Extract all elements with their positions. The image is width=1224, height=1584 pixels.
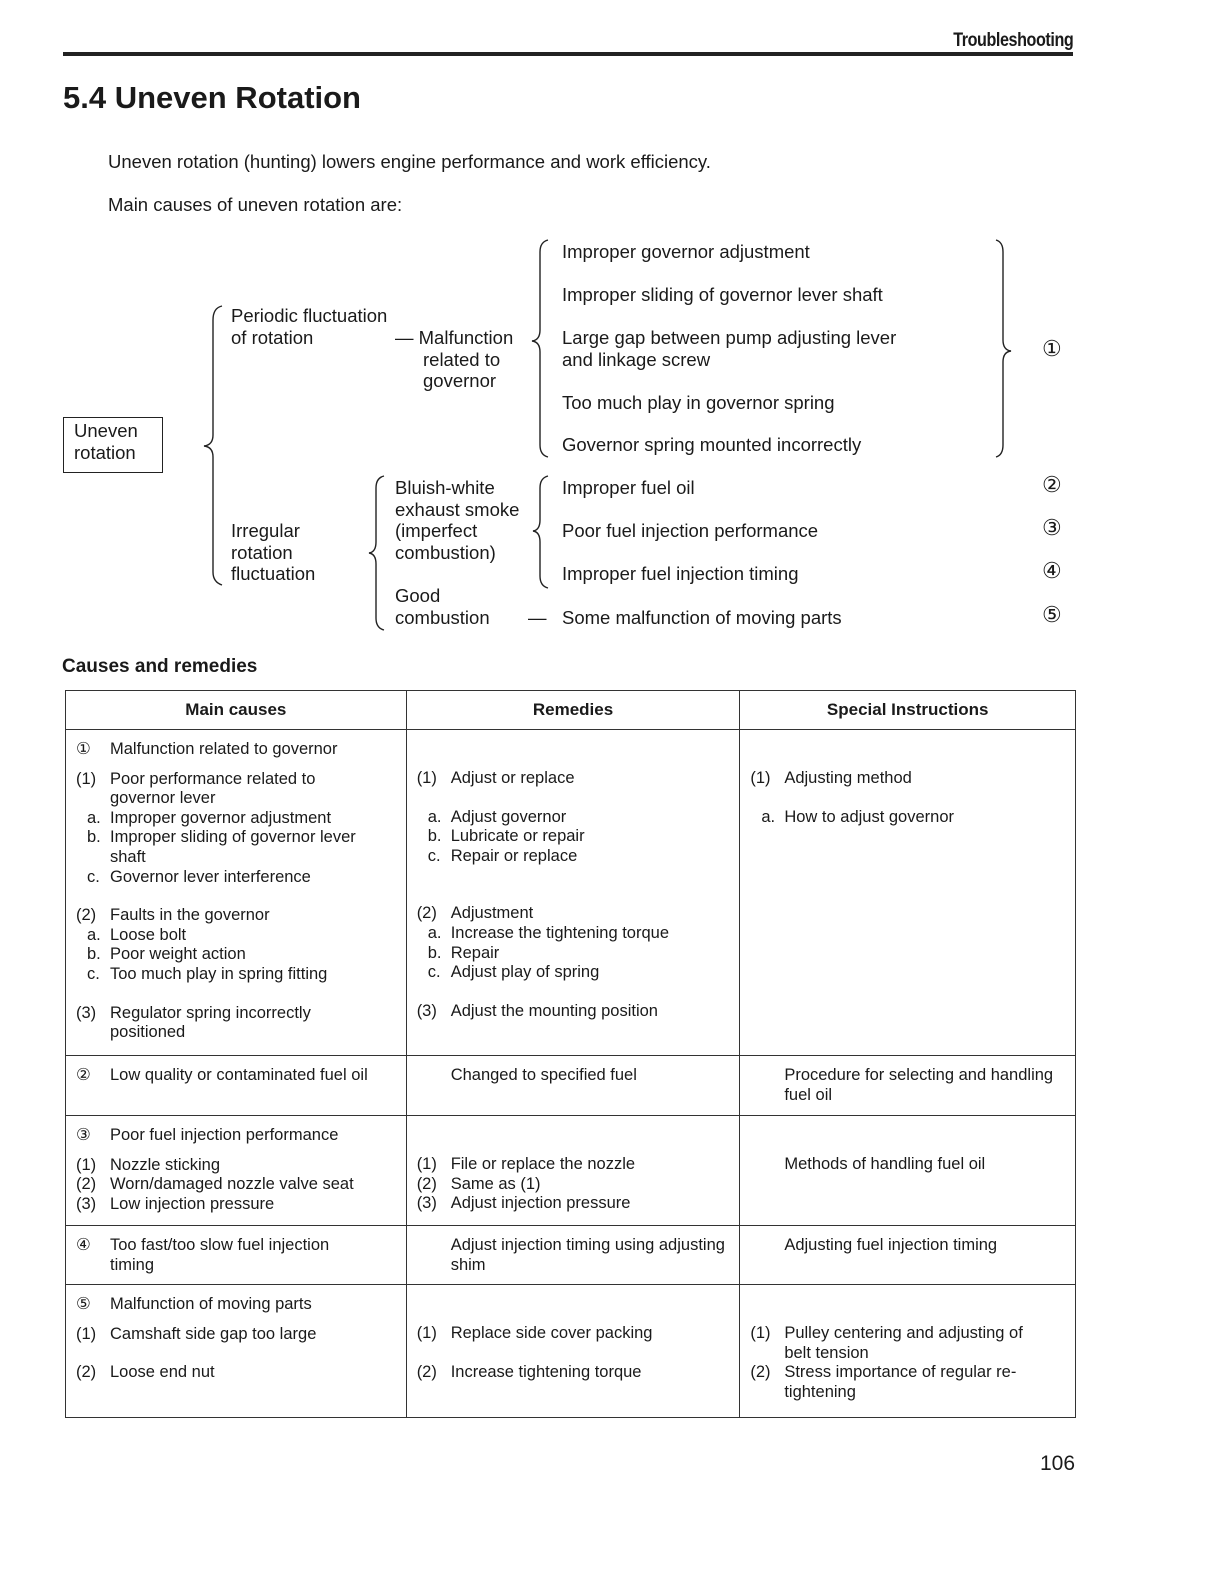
table-cell [740,1116,1076,1226]
item-text: Malfunction of moving parts [110,1295,312,1313]
cell-line [76,1126,398,1146]
item-text: belt tension [784,1343,869,1362]
marker-5: ⑤ [1042,602,1062,627]
item-text: File or replace the nozzle [450,1155,636,1173]
item-text: tightening [784,1382,856,1401]
marker-3: ③ [1042,515,1062,540]
cell-line [417,944,732,964]
column-header: Special Instructions [740,691,1076,730]
item-text: Lubricate or repair [450,827,585,846]
item-number [76,1023,110,1043]
table-row [66,1056,1076,1116]
item-text: Adjust or replace [450,769,575,787]
item-number [750,1344,784,1364]
spacer [417,1126,732,1145]
cell-line [76,1066,398,1086]
cell-line [750,1155,1067,1175]
cell-line [750,1344,1067,1364]
cell-line [750,1086,1067,1106]
spacer [750,740,1067,759]
item-number: (1) [76,769,97,788]
table-cell [740,1056,1076,1116]
item-number [76,1256,110,1276]
item-text: governor lever [110,789,216,808]
item-text: Changed to specified fuel [450,1066,637,1084]
item-text: Procedure for selecting and handling [784,1066,1054,1084]
item-text: Pulley centering and adjusting of [784,1324,1023,1342]
item-text: Poor fuel injection performance [110,1126,339,1144]
item-number [750,1236,784,1256]
table-cell [66,1285,407,1418]
item-number: (1) [416,1324,437,1342]
item-text: Nozzle sticking [110,1155,221,1174]
item-number: c. [427,963,441,982]
cell-line [750,1324,1067,1344]
cell-line [76,1256,398,1276]
item-text: Poor performance related to [110,769,316,788]
table-row [66,730,1076,1056]
item-text: shaft [110,847,146,866]
cell-line [417,808,732,828]
item-number: (3) [416,1001,437,1020]
item-number: b. [87,828,101,847]
item-number: c. [427,846,441,865]
table-cell [406,1116,740,1226]
item-number: a. [87,808,101,827]
cell-line [76,770,398,790]
cell-line [417,904,732,924]
item-text: Repair or replace [450,846,578,865]
page-title: 5.4 Uneven Rotation [63,80,361,115]
item-number: (3) [416,1194,437,1213]
column-header: Remedies [406,691,740,730]
item-text: Malfunction related to governor [110,740,338,758]
item-text: Low injection pressure [110,1194,275,1213]
table-row [66,1226,1076,1285]
item-number: a. [427,807,442,826]
item-number: (2) [416,904,437,923]
cell-line [76,1175,398,1195]
item-number [417,1236,451,1256]
cell-line [76,848,398,868]
spacer [750,759,1067,769]
item-text: Governor lever interference [110,867,311,886]
item-number: c. [87,964,100,983]
table-cell [740,1285,1076,1418]
marker-1: ① [1042,336,1062,361]
cell-line [417,847,732,867]
cell-line [750,1236,1067,1256]
marker-2: ② [1042,472,1062,497]
fuel-cause: Improper fuel oil [562,477,695,498]
item-number: ② [76,1066,91,1084]
governor-cause: Governor spring mounted incorrectly [562,434,862,455]
item-text: Increase the tightening torque [450,923,670,942]
intro-text: Main causes of uneven rotation are: [108,194,403,215]
item-number [750,1155,784,1175]
table-cell [406,1056,740,1116]
item-text: fuel oil [784,1085,833,1104]
item-number [417,1066,451,1086]
spacer [750,789,1067,808]
cell-line [76,809,398,829]
table-cell [66,1226,407,1285]
cell-line [76,1195,398,1215]
spacer [750,1126,1067,1145]
cell-line [417,1324,732,1344]
item-number: (2) [416,1174,437,1193]
item-text: Too much play in spring fitting [110,964,328,983]
item-number: (1) [76,1324,97,1343]
cell-line [76,828,398,848]
cell-line [417,1256,732,1276]
cell-line [76,868,398,888]
spacer [417,885,732,904]
item-text: Adjusting fuel injection timing [784,1236,998,1254]
item-number: (1) [750,1324,771,1342]
item-number [750,1086,784,1106]
intro-text: Uneven rotation (hunting) lowers engine performance and work efficiency. [108,151,711,172]
governor-cause: and linkage screw [562,349,711,370]
item-number: (3) [76,1003,97,1022]
cell-line [76,906,398,926]
table-cell [66,730,407,1056]
governor-cause: Large gap between pump adjusting lever [562,327,897,348]
cell-line [417,1194,732,1214]
item-text: Worn/damaged nozzle valve seat [110,1175,354,1194]
causes-remedies-table [65,690,1076,1418]
spacer [417,1344,732,1363]
item-number: (2) [76,906,97,925]
spacer [417,1295,732,1314]
item-text: Loose end nut [110,1363,215,1382]
table-cell [406,1226,740,1285]
spacer [417,983,732,1002]
spacer [76,887,398,906]
periodic-label: Periodic fluctuation of rotation [231,305,388,348]
cell-line [750,1066,1067,1086]
cell-line [417,1363,732,1383]
table-cell [66,1056,407,1116]
item-number [750,1383,784,1403]
column-header: Main causes [66,691,407,730]
item-text: Loose bolt [110,925,187,944]
cell-line [76,965,398,985]
item-number: ⑤ [76,1295,91,1313]
root-label: Uneven [74,420,138,441]
cell-line [417,769,732,789]
cell-line [76,1325,398,1345]
root-label: rotation [74,441,136,463]
cell-line [76,945,398,965]
cell-line [76,1156,398,1176]
table-cell [66,1116,407,1226]
spacer [417,740,732,759]
malfunction-label: — Malfunction related to governor [395,327,514,391]
section-subtitle: Causes and remedies [62,656,258,677]
item-text: Same as (1) [450,1174,541,1193]
item-text: Improper sliding of governor lever [110,828,356,847]
item-number: (2) [416,1362,437,1381]
item-number [76,848,110,868]
spacer [417,759,732,769]
cell-line [76,1004,398,1024]
cell-line [417,924,732,944]
dash: — [528,607,547,628]
spacer [750,1295,1067,1314]
item-number: (1) [76,1155,97,1174]
table-row [66,1285,1076,1418]
item-text: Camshaft side gap too large [110,1324,317,1343]
item-number: b. [427,943,442,962]
moving-parts-cause: Some malfunction of moving parts [562,607,842,628]
table-cell [740,730,1076,1056]
spacer [417,789,732,808]
cell-line [76,1295,398,1315]
table-cell [406,1285,740,1418]
item-number: a. [761,807,776,826]
spacer [417,866,732,885]
spacer [76,1344,398,1363]
cell-line [417,1236,732,1256]
item-text: How to adjust governor [784,807,955,826]
fuel-cause: Poor fuel injection performance [562,520,819,541]
spacer [750,1314,1067,1324]
item-text: timing [110,1255,155,1274]
section-header: Troubleshooting [952,30,1073,51]
cell-line [76,1023,398,1043]
spacer [76,985,398,1004]
item-text: Poor weight action [110,945,246,964]
item-number: (2) [76,1363,97,1382]
item-number [76,789,110,809]
cell-line [417,1175,732,1195]
item-number [417,1256,451,1276]
item-text: Adjustment [450,904,534,923]
table-cell [406,730,740,1056]
item-text: Low quality or contaminated fuel oil [110,1066,368,1084]
governor-cause: Too much play in governor spring [562,392,835,413]
item-number: (1) [750,769,771,787]
cell-line [750,1383,1067,1403]
cell-line [417,963,732,983]
cell-line [750,1363,1067,1383]
item-text: Adjust the mounting position [450,1001,658,1020]
item-number: ③ [76,1126,91,1144]
item-text: Adjust governor [450,807,567,826]
governor-cause: Improper sliding of governor lever shaft [562,284,883,305]
cell-line [76,789,398,809]
spacer [76,1146,398,1156]
cell-line [417,1155,732,1175]
item-text: Adjust injection pressure [450,1194,631,1213]
table-row [66,1116,1076,1226]
page-number: 106 [1040,1452,1076,1475]
item-number: a. [87,925,101,944]
item-number: c. [87,867,100,886]
cell-line [417,1002,732,1022]
spacer [417,1314,732,1324]
cell-line [76,1363,398,1383]
item-text: Repair [450,943,500,962]
item-number: ④ [76,1236,91,1254]
item-number: b. [427,827,442,846]
cell-line [750,808,1067,828]
item-number [750,1066,784,1086]
cell-line [76,1236,398,1256]
item-text: positioned [110,1023,186,1042]
spacer [76,1315,398,1325]
cell-line [76,740,398,760]
item-number: (3) [76,1194,97,1213]
item-text: Adjust play of spring [450,963,600,982]
item-text: Increase tightening torque [450,1362,642,1381]
spacer [76,760,398,770]
good-combustion-label: Good combustion [395,585,490,628]
irregular-label: Irregular rotation fluctuation [231,520,316,584]
table-cell [740,1226,1076,1285]
item-number: a. [427,923,442,942]
item-text: Stress importance of regular re- [784,1363,1017,1382]
cell-line [750,769,1067,789]
item-text: Too fast/too slow fuel injection [110,1236,330,1254]
cell-line [417,827,732,847]
item-text: Improper governor adjustment [110,808,332,827]
item-text: Adjust injection timing using adjusting [450,1236,725,1254]
spacer [750,1145,1067,1155]
marker-4: ④ [1042,558,1062,583]
item-number: (2) [76,1175,97,1194]
item-text: Adjusting method [784,769,912,787]
item-text: Methods of handling fuel oil [784,1155,986,1173]
cell-line [417,1066,732,1086]
item-number: (1) [416,1155,437,1173]
item-text: Regulator spring incorrectly [110,1003,311,1022]
item-text: shim [450,1255,486,1274]
item-text: Faults in the governor [110,906,270,925]
item-number: b. [87,945,101,964]
spacer [417,1145,732,1155]
cell-line [76,926,398,946]
item-number: ① [76,740,91,758]
item-number: (1) [416,769,437,787]
fuel-cause: Improper fuel injection timing [562,563,799,584]
bluish-smoke-label: Bluish-white exhaust smoke (imperfect combustion) [395,477,520,563]
item-text: Replace side cover packing [450,1324,653,1342]
diagram-root-box [63,417,163,473]
governor-cause: Improper governor adjustment [562,241,810,262]
item-number: (2) [750,1363,771,1382]
